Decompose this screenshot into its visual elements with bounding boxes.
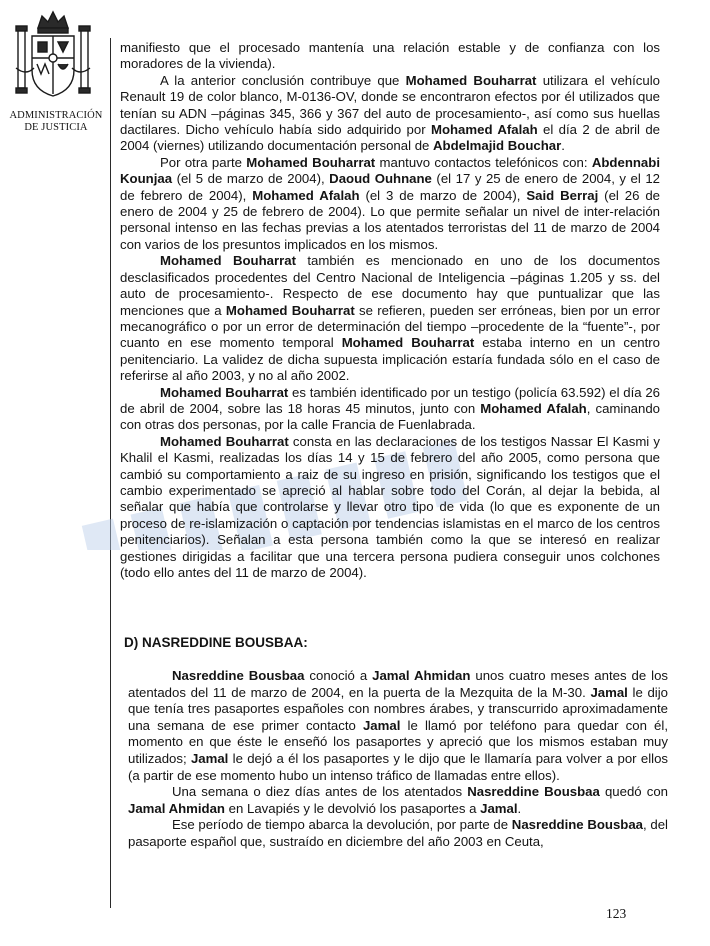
paragraph bbox=[128, 668, 668, 784]
text-run: también es mencionado en uno de los documentos desclasificados procedentes del Centro Nacional de Inteligencia –páginas 1.205 y ss. del auto de procesamiento-. Respecto de ese documento hay que puntualizar que las menciones que a bbox=[120, 253, 661, 318]
bold-name: Daoud Ouhnane bbox=[329, 171, 432, 187]
margin-rule bbox=[110, 38, 111, 908]
text-run: en Lavapiés y le devolvió los pasaportes a bbox=[224, 800, 481, 816]
bold-name: Abdelmajid Bouchar bbox=[433, 138, 562, 154]
text-run: (el 3 de marzo de 2004), bbox=[359, 187, 527, 203]
text-run: le dejó a él los pasaportes y le dijo que le llamaría para volver a por ellos (a partir de ese momento hubo un intenso tráfico de llamadas entre ellos). bbox=[128, 750, 668, 783]
section-heading: D) NASREDDINE BOUSBAA: bbox=[124, 635, 308, 650]
bold-name: Mohamed Afalah bbox=[252, 187, 360, 203]
paragraph bbox=[120, 40, 660, 73]
paragraph bbox=[120, 73, 660, 155]
text-run: estaba interno en un centro penitenciario. La validez de dicha supuesta implicación estaría fundada sólo en el caso de referirse al año 2003, y no al año 2002. bbox=[120, 335, 661, 384]
text-run: unos cuatro meses antes de los atentados del 11 de marzo de 2004, en la puerta de la Mezquita de la M-30. bbox=[128, 668, 668, 700]
text-run: consta en las declaraciones de los testigos Nassar El Kasmi y Khalil el Kasmi, realizadas los días 14 y 15 de febrero del año 2005, como persona que cambió su comportamiento a raiz de su ingreso en prisión, significando los testigos que el cambio experimentado se apreció al hablar sobre todo del Corán, al dejar la bebida, al señalar que había que controlarse y llevar otro tipo de vida (lo que es exponente de un proceso de re-islamización o captación por tendencias islamistas en el marco de los centros penitenciarios). Señalan a esta persona también como la que se interesó en realizar gestiones dirigidas a facilitar que una tercera persona pudiera conseguir unos colchones (todo ello antes del 11 de marzo de 2004). bbox=[120, 433, 660, 580]
text-run: le dijo que tenía tres pasaportes españoles con nombres árabes, y transcurrido aproximadamente una semana de ese primer contacto bbox=[128, 684, 668, 733]
bold-name: Mohamed Afalah bbox=[480, 400, 587, 416]
bold-name: Mohamed Afalah bbox=[430, 122, 538, 138]
text-run: se refieren, pueden ser erróneas, bien por un error mecanográfico o por un error de determinación del tiempo –procedente de la “fuente”-, por cuanto en ese momento temporal bbox=[120, 302, 660, 351]
bold-name: Abdennabi Kounjaa bbox=[120, 154, 660, 187]
bold-name: Mohamed Bouharrat bbox=[405, 72, 537, 88]
bold-name: Jamal bbox=[362, 717, 401, 733]
bold-name: Jamal bbox=[190, 750, 229, 766]
paragraph bbox=[128, 817, 668, 850]
text-run: utilizara el vehículo Renault 19 de color blanco, M-0136-OV, donde se encontraron efectos por él utilizados que tenían su ADN –páginas 345, 366 y 367 del auto de procesamiento-, así como sus huellas dactilares. Dicho vehículo había sido adquirido por bbox=[120, 72, 660, 138]
paragraph bbox=[120, 253, 660, 384]
bold-name: Jamal Ahmidan bbox=[372, 668, 471, 683]
text-run: (el 5 de marzo de 2004), bbox=[172, 171, 330, 187]
page-number: 123 bbox=[606, 906, 627, 921]
text-run: conoció a bbox=[304, 668, 373, 683]
text-run: quedó con bbox=[599, 784, 669, 800]
bold-name: Nasreddine Bousbaa bbox=[172, 668, 305, 683]
text-run: , caminando con otras dos personas, por la calle Francia de Fuenlabrada. bbox=[120, 400, 660, 433]
text-run: el día 2 de abril de 2004 (viernes) utilizando documentación personal de bbox=[120, 122, 660, 154]
text-run: . bbox=[517, 800, 522, 816]
paragraph bbox=[128, 784, 668, 817]
text-run: le llamó por teléfono para quedar con él, momento en que éste le enseñó los pasaportes y apreció que los mismos estaban muy utilizados; bbox=[128, 717, 668, 766]
text-run: (el 26 de enero de 2004 y 25 de febrero de 2004). Lo que permite señalar un nivel de inter-relación personal intenso en las fechas previas a los atentados terroristas del 11 de marzo de 2004 con varios de los presuntos implicados en los mismos. bbox=[120, 187, 661, 252]
text-run: es también identificado por un testigo (policía 63.592) el día 26 de abril de 2004, sobre las 18 horas 45 minutos, junto con bbox=[120, 384, 660, 416]
org-line-2: DE JUSTICIA bbox=[24, 122, 88, 133]
text-run: mantuvo contactos telefónicos con: bbox=[375, 154, 592, 170]
paragraph bbox=[120, 155, 660, 253]
bold-name: Jamal bbox=[590, 684, 628, 700]
paragraph bbox=[120, 385, 660, 434]
issuing-authority bbox=[6, 110, 106, 134]
text-run: manifiesto que el procesado mantenía una relación estable y de confianza con los moradores de la vivienda). bbox=[120, 40, 660, 72]
text-run: Una semana o diez días antes de los atentados bbox=[172, 784, 468, 800]
bold-name: Mohamed Bouharrat bbox=[341, 335, 475, 351]
paragraph bbox=[120, 434, 660, 582]
bold-name: Jamal bbox=[480, 800, 518, 816]
bold-name: Mohamed Bouharrat bbox=[160, 433, 289, 449]
bold-name: Jamal Ahmidan bbox=[128, 800, 225, 816]
text-run: Ese período de tiempo abarca la devolución, por parte de bbox=[172, 817, 512, 833]
bold-name: Mohamed Bouharrat bbox=[160, 253, 296, 269]
coat-of-arms-icon bbox=[12, 8, 94, 108]
bold-name: Said Berraj bbox=[526, 187, 599, 203]
bold-name: Nasreddine Bousbaa bbox=[467, 784, 600, 800]
text-run: , del pasaporte español que, sustraído en diciembre del año 2003 en Ceuta, bbox=[128, 817, 668, 849]
text-run: A la anterior conclusión contribuye que bbox=[160, 72, 406, 88]
section-text-block bbox=[128, 668, 668, 851]
org-line-1: ADMINISTRACIÓN bbox=[9, 110, 103, 121]
bold-name: Mohamed Bouharrat bbox=[160, 384, 289, 400]
bold-name: Nasreddine Bousbaa bbox=[511, 817, 644, 833]
bold-name: Mohamed Bouharrat bbox=[246, 154, 376, 170]
main-text-block bbox=[120, 40, 660, 581]
text-run: (el 17 y 25 de enero de 2004, y el 12 de febrero de 2004), bbox=[120, 171, 660, 203]
text-run: Por otra parte bbox=[160, 154, 247, 170]
bold-name: Mohamed Bouharrat bbox=[225, 302, 355, 318]
text-run: . bbox=[561, 138, 565, 154]
